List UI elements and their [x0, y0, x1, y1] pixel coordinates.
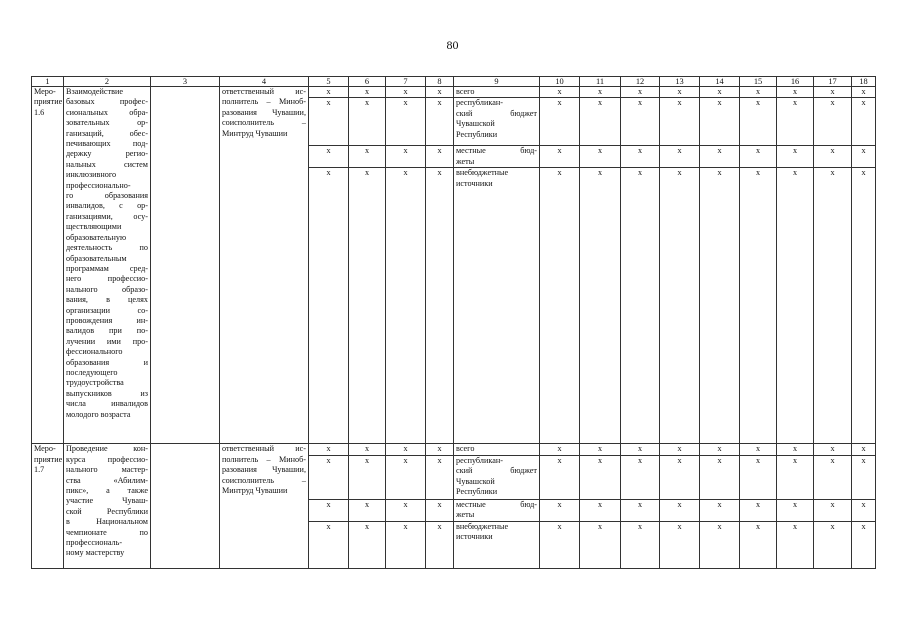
- x-mark-cell: x: [621, 98, 660, 146]
- x-mark-cell: x: [309, 455, 349, 499]
- text-line: выпускников из: [66, 388, 148, 398]
- text-line: разования Чувашии,: [222, 107, 306, 117]
- executor-cell: [220, 87, 309, 444]
- column-number-header: 16: [777, 77, 814, 87]
- column-number-header: 4: [220, 77, 309, 87]
- text-line: в Национальном: [66, 517, 148, 527]
- column-number-header: 2: [64, 77, 151, 87]
- x-mark-cell: x: [426, 521, 454, 568]
- x-mark-cell: x: [700, 98, 740, 146]
- x-mark-cell: x: [540, 521, 580, 568]
- column-number-header: 8: [426, 77, 454, 87]
- empty-cell: [151, 87, 220, 444]
- text-line: базовых профес-: [66, 97, 148, 107]
- text-line: нальных систем: [66, 159, 148, 169]
- x-mark-cell: x: [309, 87, 349, 98]
- x-mark-cell: x: [621, 521, 660, 568]
- x-mark-cell: x: [309, 98, 349, 146]
- x-mark-cell: x: [852, 98, 876, 146]
- text-line: внебюджетные: [456, 168, 509, 178]
- text-line: курса профессио-: [66, 454, 148, 464]
- column-number-header: 9: [454, 77, 540, 87]
- table-row: [32, 87, 876, 98]
- x-mark-cell: x: [540, 87, 580, 98]
- x-mark-cell: x: [660, 521, 700, 568]
- text-line: инвалидов, с ор-: [66, 201, 148, 211]
- x-mark-cell: x: [309, 499, 349, 521]
- text-line: трудоустройства: [66, 378, 124, 388]
- text-line: образовательную: [66, 232, 127, 242]
- text-line: последующего: [66, 367, 118, 377]
- x-mark-cell: x: [700, 168, 740, 444]
- text-line: внебюджетные: [456, 521, 509, 531]
- x-mark-cell: x: [621, 168, 660, 444]
- x-mark-cell: x: [814, 146, 852, 168]
- event-id-cell: [32, 87, 64, 444]
- text-line: валидов при по-: [66, 326, 148, 336]
- x-mark-cell: x: [777, 98, 814, 146]
- table-row: [32, 444, 876, 455]
- x-mark-cell: x: [621, 455, 660, 499]
- empty-cell: [151, 444, 220, 568]
- funding-source-cell: [454, 98, 540, 146]
- column-number-header: 6: [349, 77, 386, 87]
- x-mark-cell: x: [700, 444, 740, 455]
- x-mark-cell: x: [580, 521, 621, 568]
- text-line: Чувашской: [456, 476, 495, 486]
- x-mark-cell: x: [426, 146, 454, 168]
- x-mark-cell: x: [426, 499, 454, 521]
- column-number-header: 15: [740, 77, 777, 87]
- funding-source-cell: [454, 87, 540, 98]
- x-mark-cell: x: [580, 146, 621, 168]
- funding-source-cell: [454, 521, 540, 568]
- x-mark-cell: x: [700, 455, 740, 499]
- header-row: [32, 77, 876, 87]
- x-mark-cell: x: [386, 98, 426, 146]
- text-line: всего: [456, 444, 475, 454]
- x-mark-cell: x: [777, 87, 814, 98]
- page-number: 80: [446, 38, 459, 52]
- text-line: инклюзивного: [66, 170, 117, 180]
- text-line: Меро-: [34, 87, 56, 96]
- x-mark-cell: x: [621, 444, 660, 455]
- x-mark-cell: x: [580, 455, 621, 499]
- text-line: сиональных обра-: [66, 107, 148, 117]
- text-line: 1.6: [34, 107, 45, 117]
- x-mark-cell: x: [309, 521, 349, 568]
- program-table: [31, 76, 876, 569]
- x-mark-cell: x: [426, 444, 454, 455]
- column-number-header: 5: [309, 77, 349, 87]
- column-number-header: 7: [386, 77, 426, 87]
- x-mark-cell: x: [540, 455, 580, 499]
- x-mark-cell: x: [386, 444, 426, 455]
- funding-source-cell: [454, 455, 540, 499]
- funding-source-cell: [454, 499, 540, 521]
- x-mark-cell: x: [814, 521, 852, 568]
- column-number-header: 11: [580, 77, 621, 87]
- x-mark-cell: x: [852, 168, 876, 444]
- x-mark-cell: x: [852, 521, 876, 568]
- text-line: участие Чуваш-: [66, 496, 148, 506]
- x-mark-cell: x: [349, 98, 386, 146]
- x-mark-cell: x: [349, 87, 386, 98]
- x-mark-cell: x: [777, 146, 814, 168]
- text-line: ществляющими: [66, 222, 122, 232]
- text-line: соисполнитель –: [222, 475, 306, 485]
- text-line: го образования: [66, 191, 148, 201]
- x-mark-cell: x: [386, 499, 426, 521]
- text-line: соисполнитель –: [222, 118, 306, 128]
- x-mark-cell: x: [349, 444, 386, 455]
- x-mark-cell: x: [852, 87, 876, 98]
- text-line: молодого возраста: [66, 409, 131, 419]
- funding-source-cell: [454, 146, 540, 168]
- x-mark-cell: x: [660, 455, 700, 499]
- x-mark-cell: x: [426, 455, 454, 499]
- x-mark-cell: x: [309, 168, 349, 444]
- text-line: приятие: [34, 454, 63, 464]
- column-number-header: 17: [814, 77, 852, 87]
- text-line: приятие: [34, 97, 63, 107]
- text-line: организации со-: [66, 305, 148, 315]
- text-line: Республики: [456, 487, 498, 497]
- x-mark-cell: x: [540, 98, 580, 146]
- x-mark-cell: x: [621, 499, 660, 521]
- text-line: всего: [456, 87, 475, 96]
- text-line: ства «Абилим-: [66, 475, 148, 485]
- text-line: Меро-: [34, 444, 56, 454]
- text-line: республикан-: [456, 98, 503, 108]
- x-mark-cell: x: [349, 499, 386, 521]
- text-line: чемпионате по: [66, 527, 148, 537]
- event-description-cell: [64, 444, 151, 568]
- text-line: образования и: [66, 357, 148, 367]
- text-line: профессионально-: [66, 180, 131, 190]
- text-line: держку регио-: [66, 149, 148, 159]
- x-mark-cell: x: [540, 444, 580, 455]
- x-mark-cell: x: [740, 87, 777, 98]
- x-mark-cell: x: [660, 87, 700, 98]
- text-line: ответственный ис-: [222, 444, 306, 454]
- x-mark-cell: x: [580, 98, 621, 146]
- x-mark-cell: x: [621, 146, 660, 168]
- x-mark-cell: x: [777, 168, 814, 444]
- x-mark-cell: x: [386, 146, 426, 168]
- text-line: Взаимодействие: [66, 87, 124, 96]
- x-mark-cell: x: [777, 499, 814, 521]
- x-mark-cell: x: [580, 87, 621, 98]
- text-line: нального мастер-: [66, 465, 148, 475]
- text-line: пикс», а также: [66, 486, 148, 496]
- x-mark-cell: x: [349, 146, 386, 168]
- text-line: местные бюд-: [456, 146, 537, 156]
- x-mark-cell: x: [700, 146, 740, 168]
- text-line: числа инвалидов: [66, 399, 148, 409]
- x-mark-cell: x: [386, 87, 426, 98]
- text-line: источники: [456, 178, 493, 188]
- event-id-cell: [32, 444, 64, 568]
- x-mark-cell: x: [540, 499, 580, 521]
- column-number-header: 10: [540, 77, 580, 87]
- x-mark-cell: x: [426, 87, 454, 98]
- text-line: деятельность по: [66, 243, 148, 253]
- text-line: Минтруд Чувашии: [222, 486, 288, 496]
- x-mark-cell: x: [386, 168, 426, 444]
- text-line: жеты: [456, 510, 475, 520]
- text-line: ский бюджет: [456, 466, 537, 476]
- x-mark-cell: x: [740, 168, 777, 444]
- x-mark-cell: x: [777, 521, 814, 568]
- x-mark-cell: x: [740, 146, 777, 168]
- text-line: образовательным: [66, 253, 127, 263]
- x-mark-cell: x: [349, 455, 386, 499]
- text-line: печивающих под-: [66, 139, 148, 149]
- x-mark-cell: x: [852, 444, 876, 455]
- x-mark-cell: x: [660, 499, 700, 521]
- text-line: ской Республики: [66, 506, 148, 516]
- x-mark-cell: x: [580, 499, 621, 521]
- x-mark-cell: x: [386, 455, 426, 499]
- x-mark-cell: x: [852, 146, 876, 168]
- text-line: республикан-: [456, 455, 503, 465]
- text-line: жеты: [456, 156, 475, 166]
- x-mark-cell: x: [660, 444, 700, 455]
- funding-source-cell: [454, 444, 540, 455]
- text-line: Республики: [456, 129, 498, 139]
- text-line: провождения ин-: [66, 315, 148, 325]
- x-mark-cell: x: [814, 444, 852, 455]
- x-mark-cell: x: [426, 98, 454, 146]
- text-line: ганизациями, осу-: [66, 211, 148, 221]
- text-line: программам сред-: [66, 263, 148, 273]
- column-number-header: 18: [852, 77, 876, 87]
- x-mark-cell: x: [777, 455, 814, 499]
- x-mark-cell: x: [349, 168, 386, 444]
- event-description-cell: [64, 87, 151, 444]
- text-line: ганизаций, обес-: [66, 128, 148, 138]
- executor-cell: [220, 444, 309, 568]
- x-mark-cell: x: [740, 521, 777, 568]
- text-line: Проведение кон-: [66, 444, 148, 454]
- x-mark-cell: x: [700, 87, 740, 98]
- text-line: нального образо-: [66, 284, 148, 294]
- funding-source-cell: [454, 168, 540, 444]
- text-line: местные бюд-: [456, 499, 537, 509]
- x-mark-cell: x: [740, 444, 777, 455]
- x-mark-cell: x: [700, 521, 740, 568]
- column-number-header: 14: [700, 77, 740, 87]
- x-mark-cell: x: [814, 455, 852, 499]
- text-line: разования Чувашии,: [222, 465, 306, 475]
- x-mark-cell: x: [309, 444, 349, 455]
- x-mark-cell: x: [814, 168, 852, 444]
- text-line: полнитель – Миноб-: [222, 97, 306, 107]
- x-mark-cell: x: [580, 444, 621, 455]
- x-mark-cell: x: [349, 521, 386, 568]
- column-number-header: 12: [621, 77, 660, 87]
- x-mark-cell: x: [740, 98, 777, 146]
- text-line: вания, в целях: [66, 295, 148, 305]
- x-mark-cell: x: [852, 499, 876, 521]
- x-mark-cell: x: [540, 146, 580, 168]
- text-line: Минтруд Чувашии: [222, 128, 288, 138]
- x-mark-cell: x: [540, 168, 580, 444]
- x-mark-cell: x: [814, 499, 852, 521]
- x-mark-cell: x: [621, 87, 660, 98]
- x-mark-cell: x: [852, 455, 876, 499]
- text-line: ному мастерству: [66, 548, 125, 558]
- text-line: зовательных ор-: [66, 118, 148, 128]
- column-number-header: 1: [32, 77, 64, 87]
- x-mark-cell: x: [660, 146, 700, 168]
- text-line: 1.7: [34, 465, 45, 475]
- column-number-header: 3: [151, 77, 220, 87]
- x-mark-cell: x: [740, 499, 777, 521]
- text-line: Чувашской: [456, 119, 495, 129]
- x-mark-cell: x: [426, 168, 454, 444]
- text-line: лучении ими про-: [66, 336, 148, 346]
- x-mark-cell: x: [814, 98, 852, 146]
- x-mark-cell: x: [740, 455, 777, 499]
- x-mark-cell: x: [814, 87, 852, 98]
- text-line: ответственный ис-: [222, 87, 306, 96]
- x-mark-cell: x: [660, 98, 700, 146]
- text-line: него профессио-: [66, 274, 148, 284]
- text-line: полнитель – Миноб-: [222, 454, 306, 464]
- x-mark-cell: x: [700, 499, 740, 521]
- x-mark-cell: x: [660, 168, 700, 444]
- text-line: источники: [456, 532, 493, 542]
- x-mark-cell: x: [777, 444, 814, 455]
- x-mark-cell: x: [580, 168, 621, 444]
- text-line: профессиональ-: [66, 538, 123, 548]
- x-mark-cell: x: [386, 521, 426, 568]
- text-line: фессионального: [66, 347, 123, 357]
- column-number-header: 13: [660, 77, 700, 87]
- x-mark-cell: x: [309, 146, 349, 168]
- text-line: ский бюджет: [456, 108, 537, 118]
